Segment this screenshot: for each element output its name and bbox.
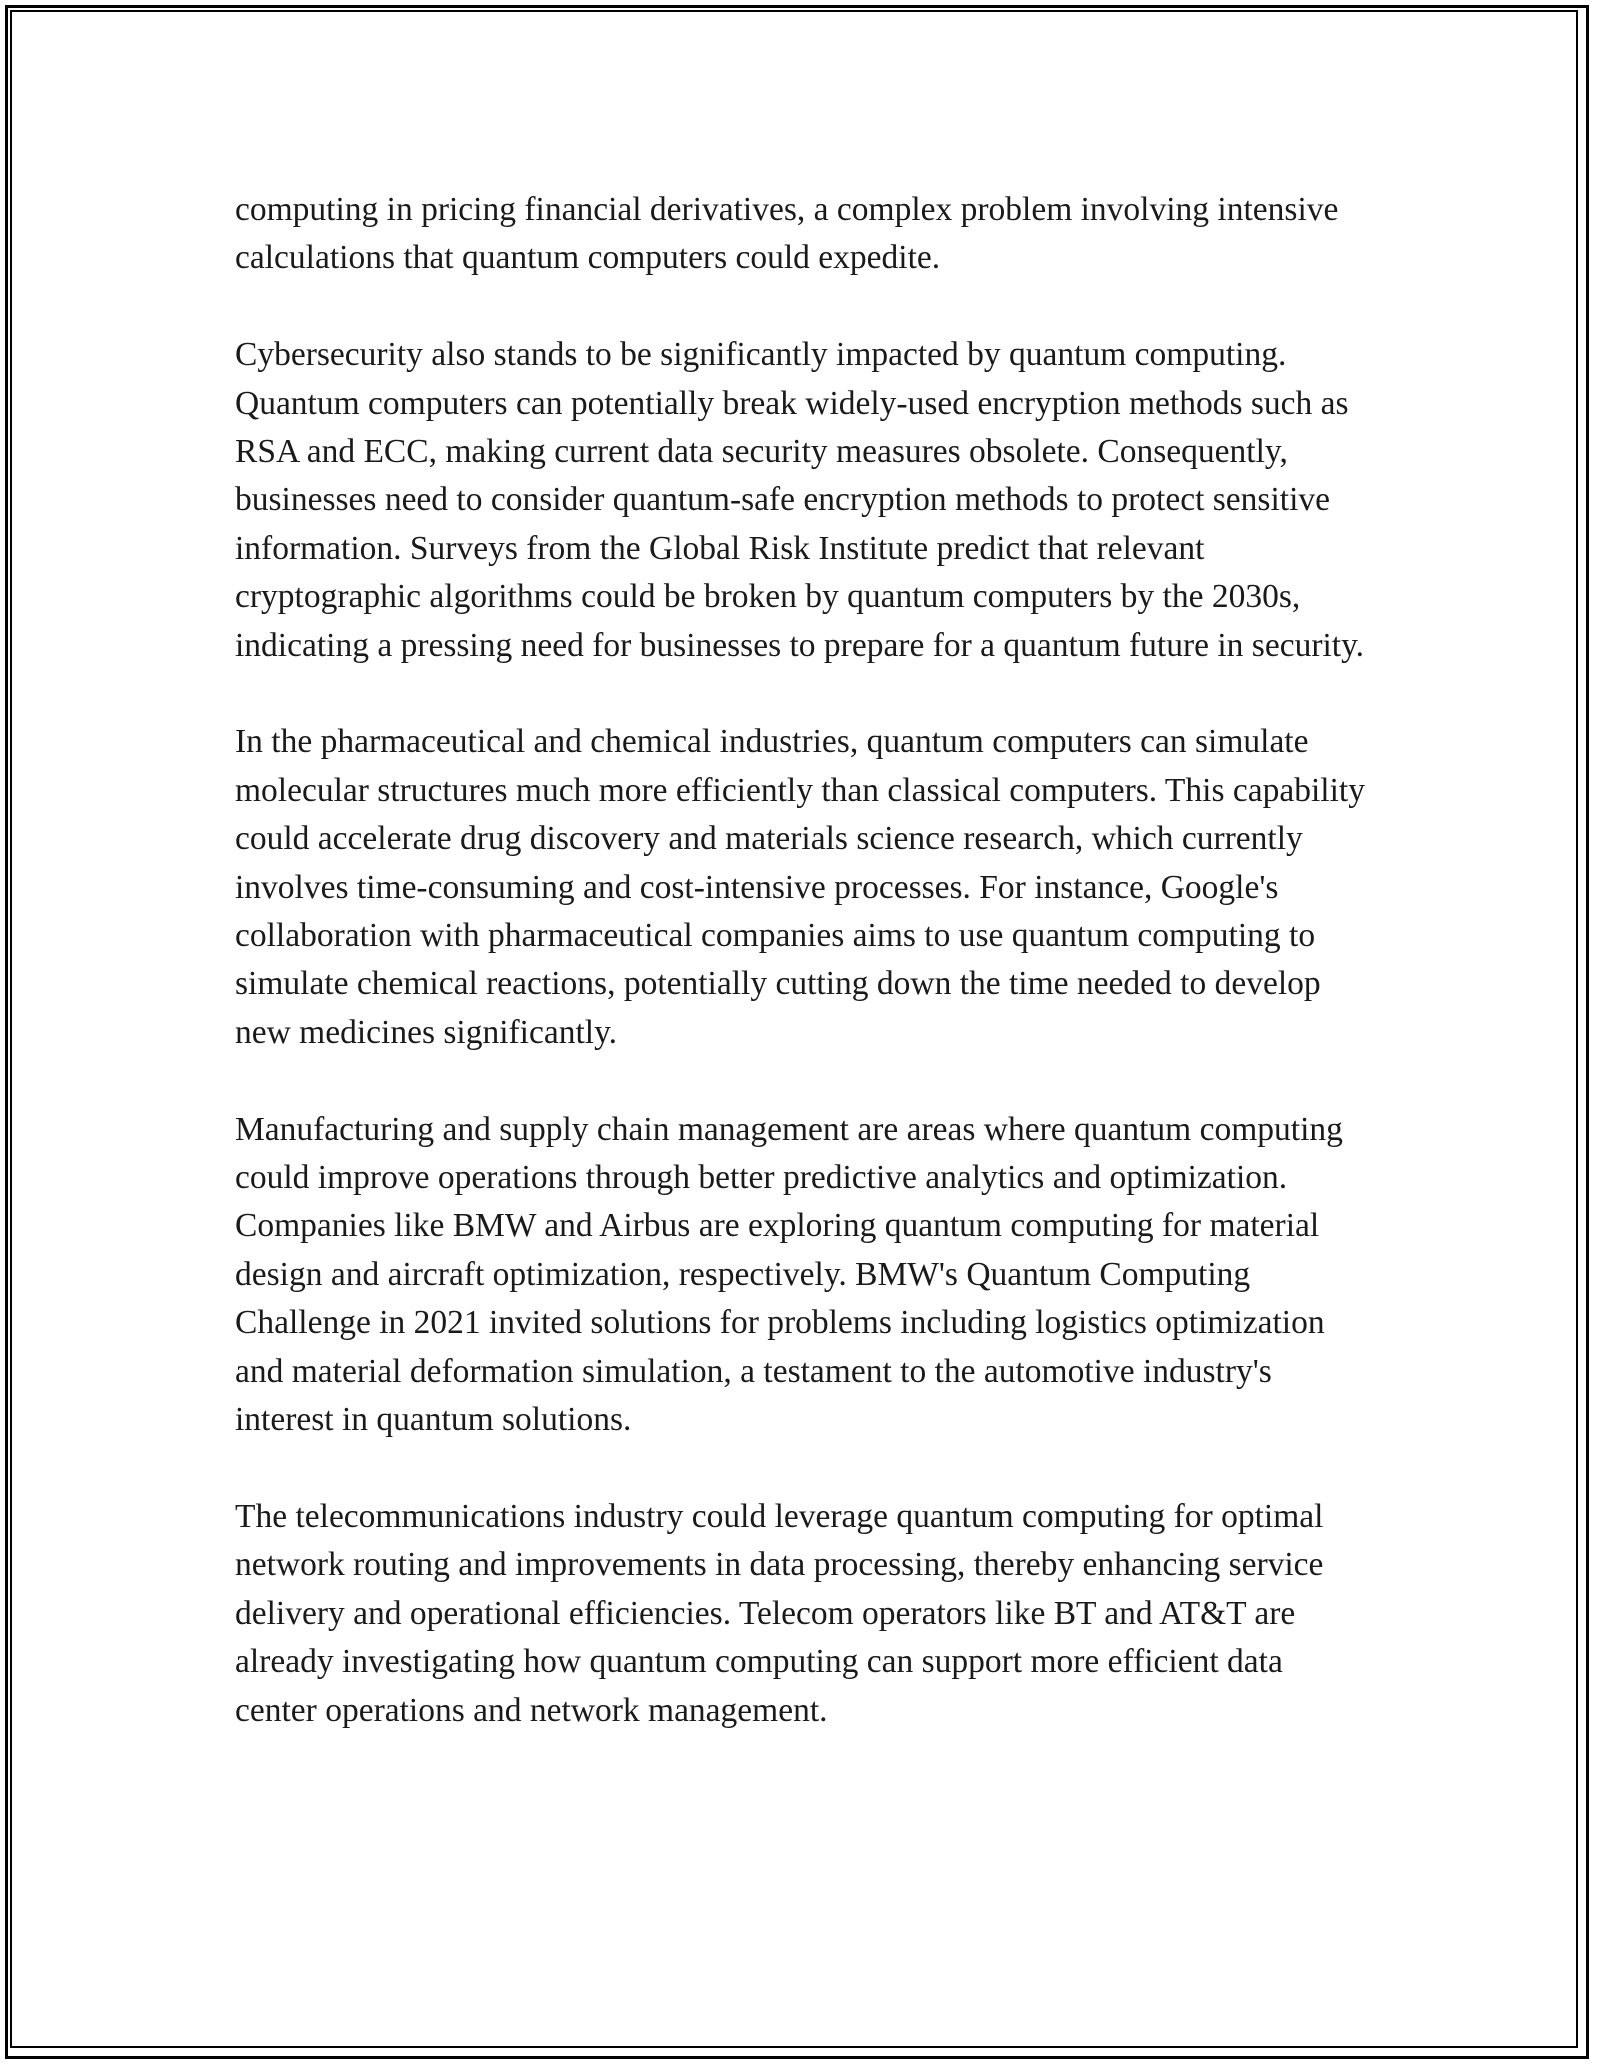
paragraph-cybersecurity: Cybersecurity also stands to be significantly impacted by quantum computing. Quantum computers can potentially break widely-used encryption methods such as RSA and ECC, making current data security measures obsolete. Consequently, businesses need to consider quantum-safe encryption methods to protect sensitive information. Surveys from the Global Risk Institute predict that relevant cryptographic algorithms could be broken by quantum computers by the 2030s, indicating a pressing need for businesses to prepare for a quantum future in security. <box>235 336 1365 664</box>
paragraph-telecommunications: The telecommunications industry could leverage quantum computing for optimal network routing and improvements in data processing, thereby enhancing service delivery and operational efficiencies. Telecom operators like BT and AT&T are already investigating how quantum computing can support more efficient data center operations and network management. <box>235 1497 1324 1729</box>
paragraph-finance-continuation: computing in pricing financial derivatives, a complex problem involving intensive calculations that quantum computers could expedite. <box>235 191 1339 277</box>
document-body <box>235 186 1365 1735</box>
paragraph-manufacturing: Manufacturing and supply chain management are areas where quantum computing could improve operations through better predictive analytics and optimization. Companies like BMW and Airbus are exploring quantum computing for material design and aircraft optimization, respectively. BMW's Quantum Computing Challenge in 2021 invited solutions for problems including logistics optimization and material deformation simulation, a testament to the automotive industry's interest in quantum solutions. <box>235 1110 1343 1439</box>
paragraph-pharmaceutical: In the pharmaceutical and chemical industries, quantum computers can simulate molecular structures much more efficiently than classical computers. This capability could accelerate drug discovery and materials science research, which currently involves time-consuming and cost-intensive processes. For instance, Google's collaboration with pharmaceutical companies aims to use quantum computing to simulate chemical reactions, potentially cutting down the time needed to develop new medicines significantly. <box>235 723 1365 1051</box>
